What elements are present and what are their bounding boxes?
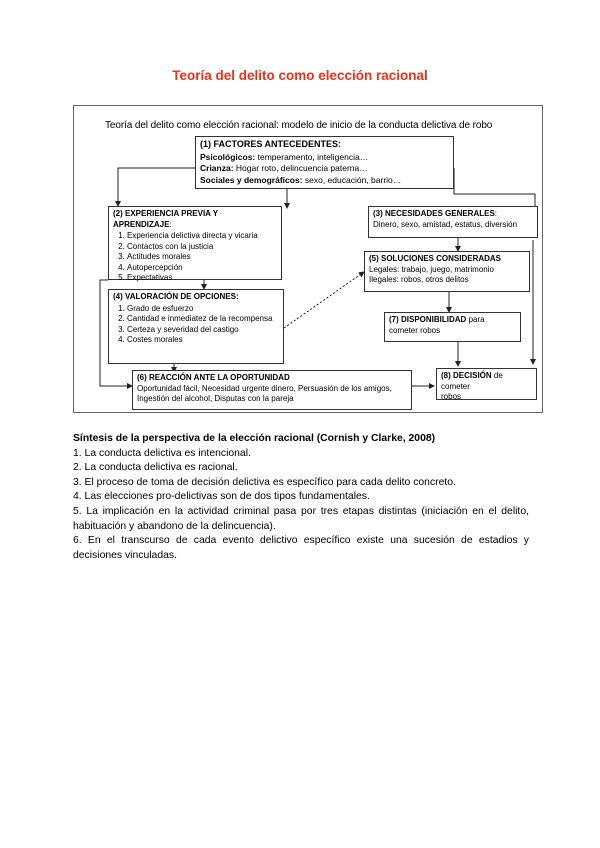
arrow-1-to-2 xyxy=(118,168,195,206)
synthesis-item: 4. Las elecciones pro-delictivas son de dos tipos fundamentales. xyxy=(73,491,370,503)
box4-list xyxy=(113,304,279,346)
diagram-frame xyxy=(73,105,543,413)
box6-text: Oportunidad fácil, Necesidad urgente dinero, Persuasión de los amigos, Ingestión del alcohol, Disputas con la pareja xyxy=(137,383,392,403)
list-item: 1. Experiencia delictiva directa y vicaria xyxy=(127,231,277,242)
box7-text: cometer robos xyxy=(389,325,441,335)
box5-line: Legales: trabajo, juego, matrimonio xyxy=(369,264,494,274)
synthesis-item: 1. La conducta delictiva es intencional. xyxy=(73,447,251,459)
box3-header: (3) NECESIDADES GENERALES: xyxy=(373,209,498,218)
box6-header: (6) REACCIÓN ANTE LA OPORTUNIDAD xyxy=(137,373,290,382)
box-valoracion-opciones xyxy=(108,289,284,364)
box-experiencia-previa xyxy=(108,206,282,280)
box4-header: (4) VALORACIÓN DE OPCIONES: xyxy=(113,292,239,301)
synthesis-item: 5. La implicación en la actividad criminal pasa por tres etapas distintas (iniciación en el delito, habituación y abandono de la delincuencia). xyxy=(73,505,529,532)
list-item: 5. Expectativas xyxy=(127,273,277,284)
diagram-title: Teoría del delito como elección racional: modelo de inicio de la conducta delictiva de robo xyxy=(105,120,493,131)
arrow-4-to-5 xyxy=(284,272,364,328)
box7-header: (7) DISPONIBILIDAD para xyxy=(389,315,485,324)
synthesis-section xyxy=(73,432,529,563)
list-item: 3. Actitudes morales xyxy=(127,252,277,263)
box1-line: Crianza: Hogar roto, delincuencia paterna… xyxy=(200,163,368,173)
list-item: 2. Cantidad e inmediatez de la recompensa xyxy=(127,314,279,325)
box2-list xyxy=(113,231,277,284)
synthesis-item: 2. La conducta delictiva es racional. xyxy=(73,462,238,474)
box3-text: Dinero, sexo, amistad, estatus, diversión xyxy=(373,219,518,229)
box-decision xyxy=(436,368,537,400)
box-factores-antecedentes xyxy=(195,136,454,189)
box-disponibilidad xyxy=(384,312,521,342)
list-item: 2. Contactos con la justicia xyxy=(127,242,277,253)
box-necesidades-generales xyxy=(368,206,538,238)
box1-line: Sociales y demográficos: sexo, educación, barrio… xyxy=(200,174,402,185)
box1-header: (1) FACTORES ANTECEDENTES: xyxy=(200,139,342,149)
box-reaccion-oportunidad xyxy=(132,370,412,410)
synthesis-item: 3. El proceso de toma de decisión delictiva es específico para cada delito concreto. xyxy=(73,476,456,488)
box8-text: robos xyxy=(441,392,462,401)
box-soluciones-consideradas xyxy=(364,251,530,292)
list-item: 4. Costes morales xyxy=(127,335,279,346)
box5-header: (5) SOLUCIONES CONSIDERADAS xyxy=(369,254,502,263)
box2-header: (2) EXPERIENCIA PREVIA Y APRENDIZAJE: xyxy=(113,209,218,229)
box5-line: Ilegales: robos, otros delitos xyxy=(369,275,469,284)
list-item: 3. Certeza y severidad del castigo xyxy=(127,325,279,336)
synthesis-heading: Síntesis de la perspectiva de la elección racional (Cornish y Clarke, 2008) xyxy=(73,433,436,444)
synthesis-item: 6. En el transcurso de cada evento delictivo específico existe una sucesión de estadios y decisiones vinculadas. xyxy=(73,535,529,561)
list-item: 4. Autopercepción xyxy=(127,263,277,274)
page-title: Teoría del delito como elección racional xyxy=(172,68,428,83)
list-item: 1. Grado de esfuerzo xyxy=(127,304,279,315)
box8-header: (8) DECISIÓN de cometer xyxy=(441,371,503,391)
box1-line: Psicológicos: temperamento, inteligencia… xyxy=(200,151,369,162)
